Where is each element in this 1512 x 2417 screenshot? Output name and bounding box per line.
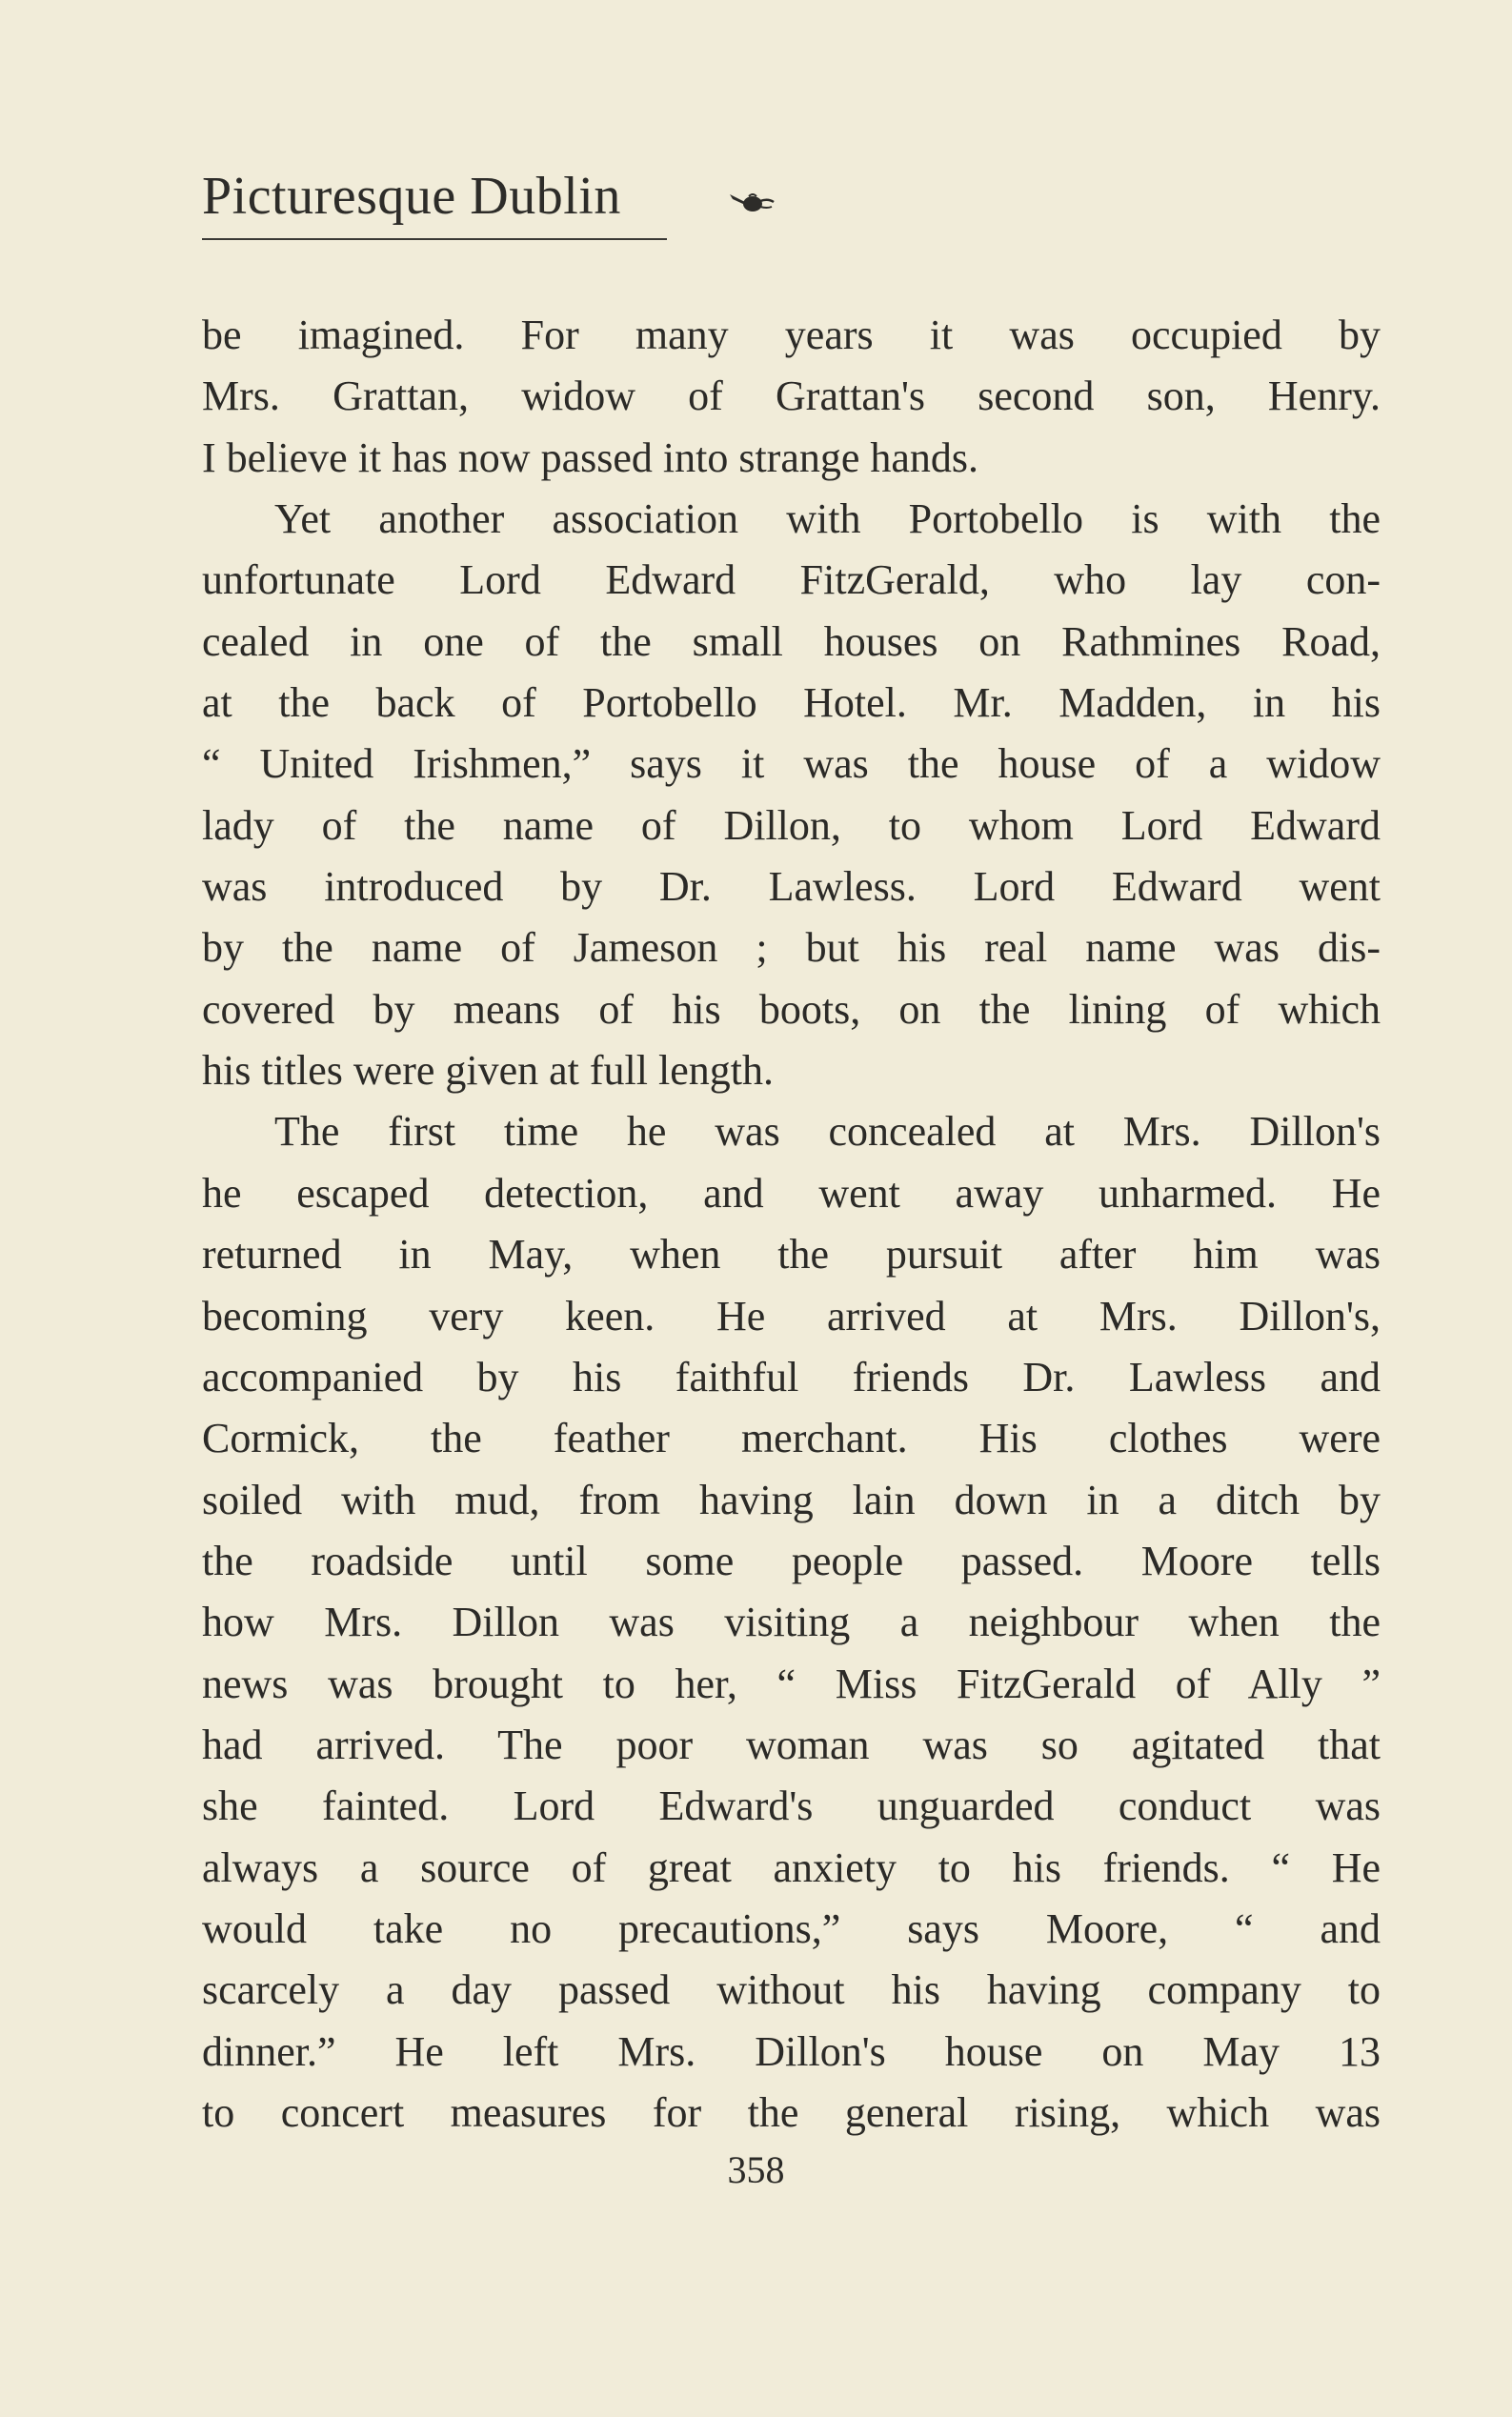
text-line: accompanied by his faithful friends Dr. Lawless and <box>202 1353 1381 1400</box>
text-line: had arrived. The poor woman was so agitated that <box>202 1721 1381 1768</box>
text-line: cealed in one of the small houses on Rathmines Road, <box>202 617 1381 665</box>
text-line: Mrs. Grattan, widow of Grattan's second son, Henry. <box>202 373 1381 420</box>
text-line: he escaped detection, and went away unharmed. He <box>202 1169 1381 1217</box>
running-head-rule <box>202 238 667 240</box>
text-line: unfortunate Lord Edward FitzGerald, who lay con- <box>202 556 1381 604</box>
text-line: how Mrs. Dillon was visiting a neighbour when the <box>202 1599 1381 1646</box>
text-line: “ United Irishmen,” says it was the house of a widow <box>202 740 1381 788</box>
text-line: would take no precautions,” says Moore, “ and <box>202 1904 1381 1952</box>
text-line: to concert measures for the general rising, which was <box>202 2088 1381 2136</box>
text-line: The first time he was concealed at Mrs. Dillon's <box>274 1108 1381 1156</box>
page-number: 358 <box>727 2148 785 2191</box>
text-line: I believe it has now passed into strange hands. <box>202 433 979 481</box>
text-line: soiled with mud, from having lain down in a ditch by <box>202 1476 1381 1523</box>
text-line: returned in May, when the pursuit after him was <box>202 1231 1381 1279</box>
text-line: be imagined. For many years it was occupied by <box>202 312 1381 358</box>
text-line: his titles were given at full length. <box>202 1047 774 1095</box>
running-head <box>202 167 793 255</box>
body-text <box>202 305 1381 2144</box>
text-line: at the back of Portobello Hotel. Mr. Madden, in his <box>202 679 1381 727</box>
hand-pointing-left-icon <box>724 183 777 221</box>
text-line: Yet another association with Portobello is with the <box>274 495 1381 543</box>
text-line: becoming very keen. He arrived at Mrs. Dillon's, <box>202 1292 1381 1339</box>
text-line: Cormick, the feather merchant. His clothes were <box>202 1415 1381 1462</box>
text-line: was introduced by Dr. Lawless. Lord Edward went <box>202 863 1381 911</box>
text-line: scarcely a day passed without his having company to <box>202 1966 1381 2014</box>
text-line: covered by means of his boots, on the lining of which <box>202 985 1381 1033</box>
running-head-title: Picturesque Dublin <box>202 167 621 226</box>
text-line: she fainted. Lord Edward's unguarded conduct was <box>202 1783 1381 1830</box>
text-line: the roadside until some people passed. Moore tells <box>202 1537 1381 1584</box>
text-line: lady of the name of Dillon, to whom Lord Edward <box>202 801 1381 849</box>
text-line: by the name of Jameson ; but his real name was dis- <box>202 924 1381 972</box>
text-line: always a source of great anxiety to his friends. “ He <box>202 1843 1381 1891</box>
text-line: dinner.” He left Mrs. Dillon's house on May 13 <box>202 2027 1381 2075</box>
text-line: news was brought to her, “ Miss FitzGerald of Ally ” <box>202 1660 1381 1707</box>
